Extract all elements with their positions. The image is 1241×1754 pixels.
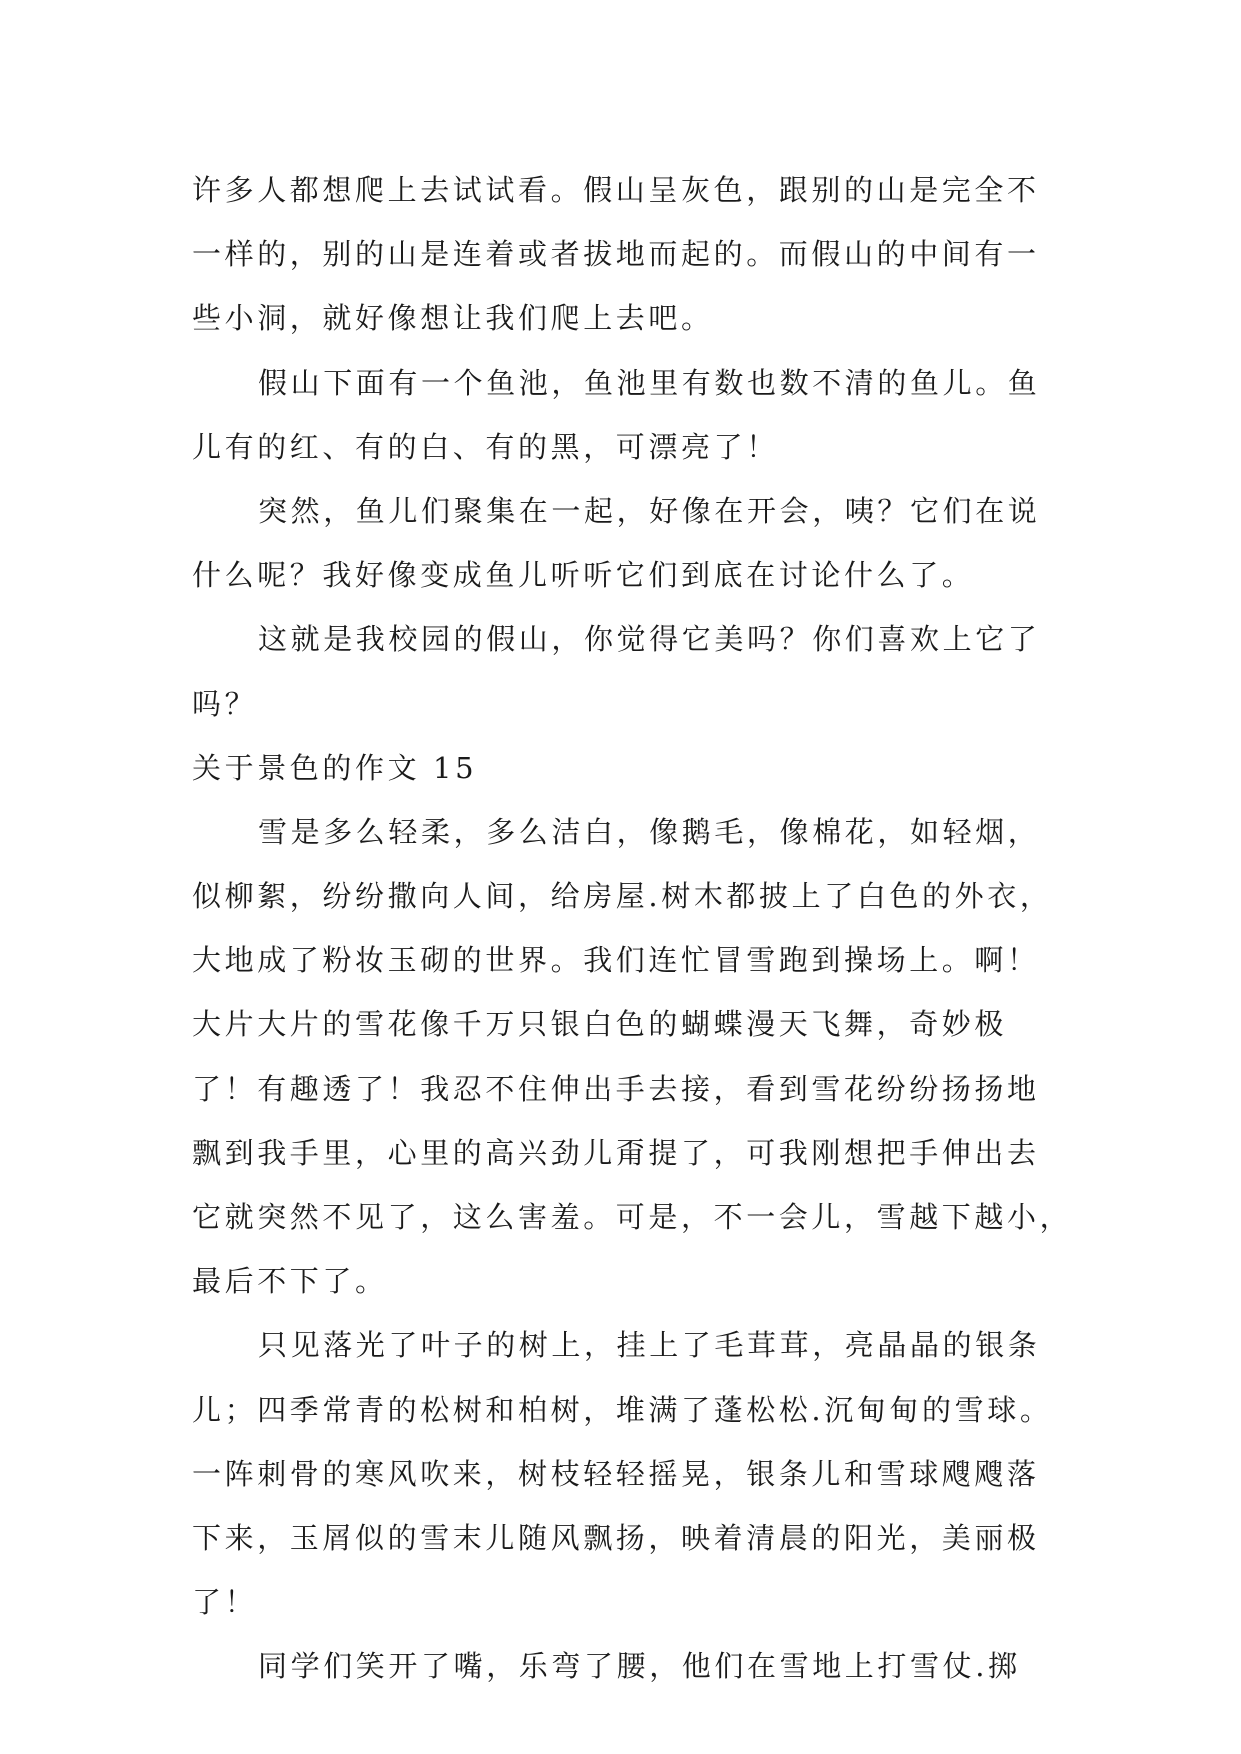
text-line: 了！ [192,1585,258,1620]
text-line: 它就突然不见了，这么害羞。可是，不一会儿，雪越下越小， [192,1200,1073,1234]
section-heading: 关于景色的作文 15 [192,750,478,785]
text-line: 假山下面有一个鱼池，鱼池里有数也数不清的鱼儿。鱼 [258,365,1041,400]
document-body [192,158,1072,1699]
text-line: 下来，玉屑似的雪末儿随风飘扬，映着清晨的阳光，美丽极 [192,1520,1040,1555]
text-line: 突然，鱼儿们聚集在一起，好像在开会，咦？它们在说 [258,493,1041,528]
text-line: 同学们笑开了嘴，乐弯了腰，他们在雪地上打雪仗.掷 [258,1649,1021,1684]
text-line: 吗？ [192,686,258,721]
text-line: 儿有的红、有的白、有的黑，可漂亮了！ [192,429,779,464]
text-line: 许多人都想爬上去试试看。假山呈灰色，跟别的山是完全不 [192,173,1040,207]
text-line: 大片大片的雪花像千万只银白色的蝴蝶漫天飞舞，奇妙极 [192,1007,1008,1042]
text-line: 些小洞，就好像想让我们爬上去吧。 [192,301,714,336]
text-line: 一阵刺骨的寒风吹来，树枝轻轻摇晃，银条儿和雪球飕飕落 [192,1456,1040,1491]
text-line: 只见落光了叶子的树上，挂上了毛茸茸，亮晶晶的银条 [258,1328,1041,1363]
text-line: 什么呢？我好像变成鱼儿听听它们到底在讨论什么了。 [192,558,975,593]
text-line: 飘到我手里，心里的高兴劲儿甭提了，可我刚想把手伸出去 [192,1135,1040,1170]
text-line: 雪是多么轻柔，多么洁白，像鹅毛，像棉花，如轻烟， [258,814,1041,849]
text-line: 一样的，别的山是连着或者拔地而起的。而假山的中间有一 [192,237,1040,272]
text-line: 似柳絮，纷纷撒向人间，给房屋.树木都披上了白色的外衣， [192,879,1053,914]
text-line: 最后不下了。 [192,1264,388,1299]
text-line: 这就是我校园的假山，你觉得它美吗？你们喜欢上它了 [258,622,1041,657]
text-line: 大地成了粉妆玉砌的世界。我们连忙冒雪跑到操场上。啊！ [192,943,1040,978]
text-line: 儿；四季常青的松树和柏树，堆满了蓬松松.沉甸甸的雪球。 [192,1392,1053,1427]
text-line: 了！有趣透了！我忍不住伸出手去接，看到雪花纷纷扬扬地 [192,1071,1040,1106]
